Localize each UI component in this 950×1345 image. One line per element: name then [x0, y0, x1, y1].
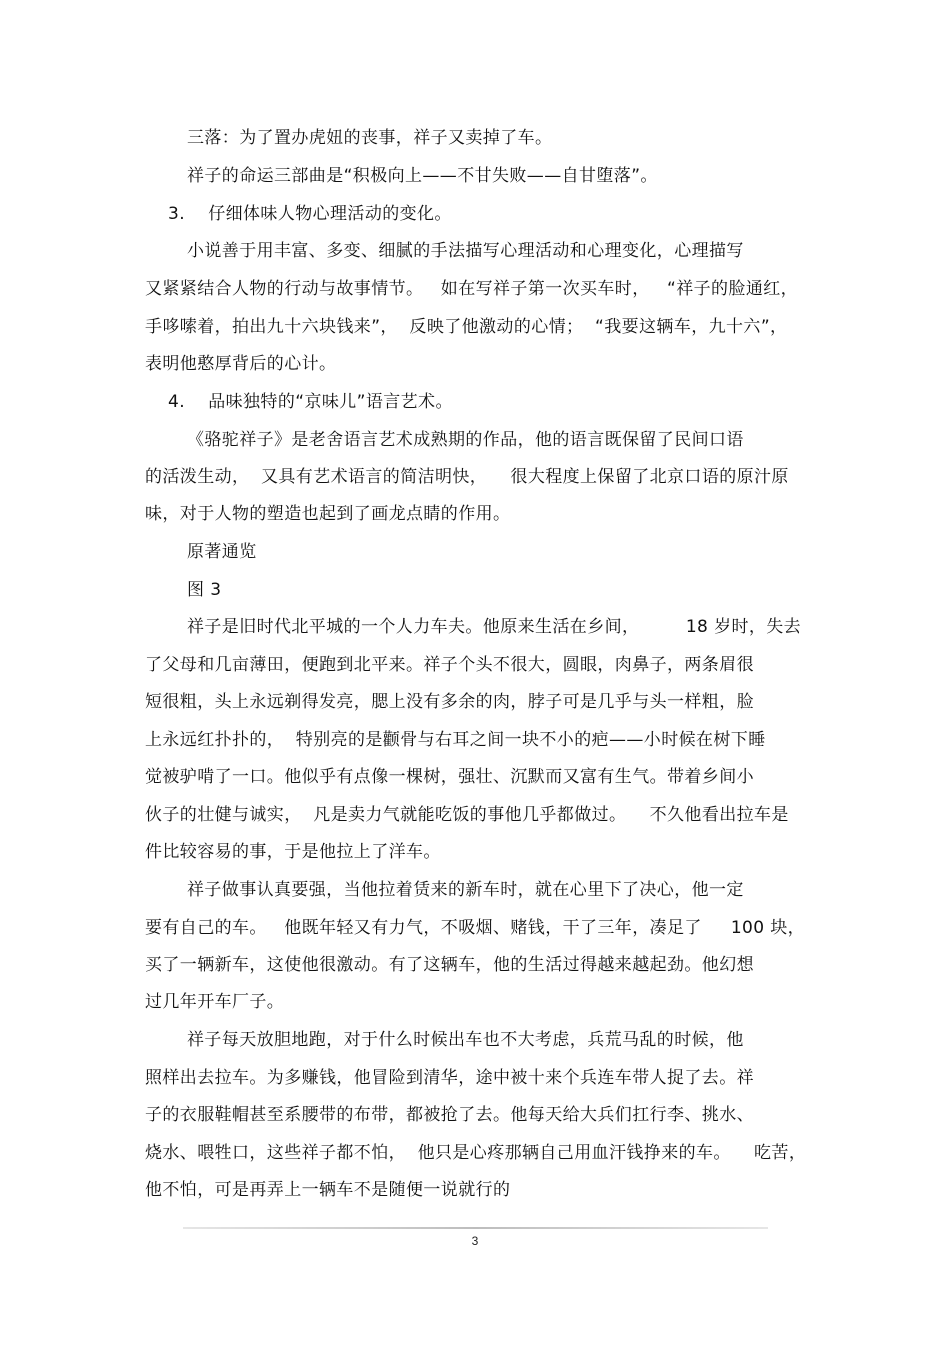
text-line: 《骆驼祥子》是老舍语言艺术成熟期的作品，他的语言既保留了民间口语 [187, 430, 744, 450]
text-line: 短很粗，头上永远剃得发亮，腮上没有多余的肉，脖子可是几乎与头一样粗，脸 [145, 692, 754, 712]
text-line: 手哆嗦着，拍出九十六块钱来”， 反映了他激动的心情； “我要这辆车，九十六”， [145, 317, 788, 337]
text-line: 烧水、喂牲口，这些祥子都不怕， 他只是心疼那辆自己用血汗钱挣来的车。 吃苦， [145, 1143, 807, 1163]
text-line: 祥子做事认真要强，当他拉着赁来的新车时，就在心里下了决心，他一定 [187, 880, 744, 900]
text-line: 照样出去拉车。为多赚钱，他冒险到清华，途中被十来个兵连车带人捉了去。祥 [145, 1068, 754, 1088]
text-line: 表明他憨厚背后的心计。 [145, 354, 337, 374]
text-line: 又紧紧结合人物的行动与故事情节。 如在写祥子第一次买车时， “祥子的脸通红， [145, 279, 799, 299]
figure-label: 图 3 [187, 580, 222, 600]
text-line: 伙子的壮健与诚实， 凡是卖力气就能吃饭的事他几乎都做过。 不久他看出拉车是 [145, 805, 789, 825]
text-line: 买了一辆新车，这使他很激动。有了这辆车，他的生活过得越来越起劲。他幻想 [145, 955, 754, 975]
text-line: 味，对于人物的塑造也起到了画龙点睛的作用。 [145, 504, 511, 524]
list-heading: 4. 品味独特的“京味儿”语言艺术。 [168, 392, 453, 412]
text-line: 觉被驴啃了一口。他似乎有点像一棵树，强壮、沉默而又富有生气。带着乡间小 [145, 767, 754, 787]
text-line: 过几年开车厂子。 [145, 992, 285, 1012]
list-heading: 3. 仔细体味人物心理活动的变化。 [168, 204, 452, 224]
text-line: 件比较容易的事，于是他拉上了洋车。 [145, 842, 441, 862]
text-line: 上永远红扑扑的， 特别亮的是颧骨与右耳之间一块不小的疤——小时候在树下睡 [145, 730, 766, 750]
footer-divider [183, 1227, 768, 1229]
text-line: 小说善于用丰富、多变、细腻的手法描写心理活动和心理变化，心理描写 [187, 241, 744, 261]
text-line: 三落：为了置办虎妞的丧事，祥子又卖掉了车。 [187, 128, 553, 148]
text-line: 祥子是旧时代北平城的一个人力车夫。他原来生活在乡间， 18 岁时，失去 [187, 617, 802, 637]
page-number: 3 [471, 1234, 479, 1248]
text-line: 的活泼生动， 又具有艺术语言的简洁明快， 很大程度上保留了北京口语的原汁原 [145, 467, 789, 487]
section-title: 原著通览 [187, 542, 257, 562]
text-line: 要有自己的车。 他既年轻又有力气，不吸烟、赌钱，干了三年，凑足了 100 块， [145, 918, 806, 938]
text-line: 祥子的命运三部曲是“积极向上——不甘失败——自甘堕落”。 [187, 166, 658, 186]
text-line: 了父母和几亩薄田，便跑到北平来。祥子个头不很大，圆眼，肉鼻子，两条眉很 [145, 655, 754, 675]
text-line: 子的衣服鞋帽甚至系腰带的布带，都被抢了去。他每天给大兵们扛行李、挑水、 [145, 1105, 754, 1125]
text-line: 他不怕，可是再弄上一辆车不是随便一说就行的 [145, 1180, 511, 1200]
text-line: 祥子每天放胆地跑，对于什么时候出车也不大考虑，兵荒马乱的时候，他 [187, 1030, 744, 1050]
